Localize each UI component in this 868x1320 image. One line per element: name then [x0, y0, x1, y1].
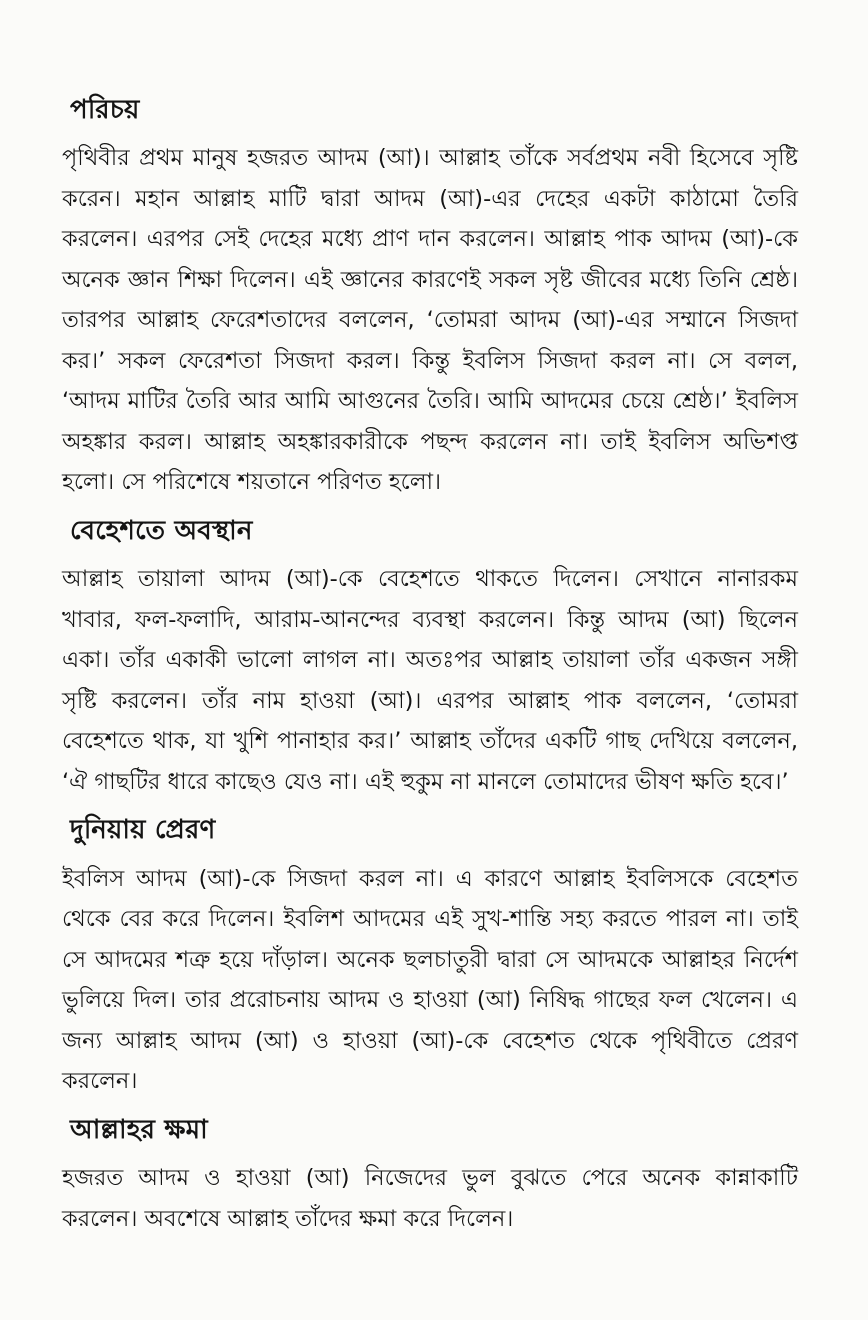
section-introduction [62, 92, 798, 503]
section-paragraph: আল্লাহ তায়ালা আদম (আ)-কে বেহেশতে থাকতে দিলেন। সেখানে নানারকম খাবার, ফল-ফলাদি, আরাম-আনন্দের ব্যবস্থা করলেন। কিন্তু আদম (আ) ছিলেন একা। তাঁর একাকী ভালো লাগল না। অতঃপর আল্লাহ তায়ালা তাঁর একজন সঙ্গী সৃষ্টি করলেন। তাঁর নাম হাওয়া (আ)। এরপর আল্লাহ পাক বললেন, ‘তোমরা বেহেশতে থাক, যা খুশি পানাহার কর।’ আল্লাহ তাঁদের একটি গাছ দেখিয়ে বললেন, ‘ঐ গাছটির ধারে কাছেও যেও না। এই হুকুম না মানলে তোমাদের ভীষণ ক্ষতি হবে।’ [62, 566, 798, 795]
section-heading: বেহেশতে অবস্থান [70, 515, 253, 546]
section-heading: পরিচয় [70, 95, 140, 125]
section-forgiveness [62, 1112, 798, 1239]
section-paragraph: ইবলিস আদম (আ)-কে সিজদা করল না। এ কারণে আল্লাহ ইবলিসকে বেহেশত থেকে বের করে দিলেন। ইবলিশ আদমের এই সুখ-শান্তি সহ্য করতে পারল না। তাই সে আদমের শত্রু হয়ে দাঁড়াল। অনেক ছলচাতুরী দ্বারা সে আদমকে আল্লাহর নির্দেশ ভুলিয়ে দিল। তার প্ররোচনায় আদম ও হাওয়া (আ) নিষিদ্ধ গাছের ফল খেলেন। এ জন্য আল্লাহ আদম (আ) ও হাওয়া (আ)-কে বেহেশত থেকে পৃথিবীতে প্রেরণ করলেন। [62, 865, 798, 1095]
section-heading: দুনিয়ায় প্রেরণ [70, 815, 216, 846]
section-sent-to-earth [62, 812, 798, 1101]
section-stay-in-paradise [62, 513, 798, 802]
section-heading: আল্লাহর ক্ষমা [70, 1114, 208, 1145]
section-paragraph: পৃথিবীর প্রথম মানুষ হজরত আদম (আ)। আল্লাহ তাঁকে সর্বপ্রথম নবী হিসেবে সৃষ্টি করেন। মহান আল্লাহ মাটি দ্বারা আদম (আ)-এর দেহের একটা কাঠামো তৈরি করলেন। এরপর সেই দেহের মধ্যে প্রাণ দান করলেন। আল্লাহ পাক আদম (আ)-কে অনেক জ্ঞান শিক্ষা দিলেন। এই জ্ঞানের কারণেই সকল সৃষ্ট জীবের মধ্যে তিনি শ্রেষ্ঠ। তারপর আল্লাহ ফেরেশতাদের বললেন, ‘তোমরা আদম (আ)-এর সম্মানে সিজদা কর।’ সকল ফেরেশতা সিজদা করল। কিন্তু ইবলিস সিজদা করল না। সে বলল, ‘আদম মাটির তৈরি আর আমি আগুনের তৈরি। আমি আদমের চেয়ে শ্রেষ্ঠ।’ ইবলিস অহঙ্কার করল। আল্লাহ অহঙ্কারকারীকে পছন্দ করলেন না। তাই ইবলিস অভিশপ্ত হলো। সে পরিশেষে শয়তানে পরিণত হলো। [62, 145, 798, 496]
section-paragraph: হজরত আদম ও হাওয়া (আ) নিজেদের ভুল বুঝতে পেরে অনেক কান্নাকাটি করলেন। অবশেষে আল্লাহ তাঁদের ক্ষমা করে দিলেন। [62, 1165, 798, 1232]
